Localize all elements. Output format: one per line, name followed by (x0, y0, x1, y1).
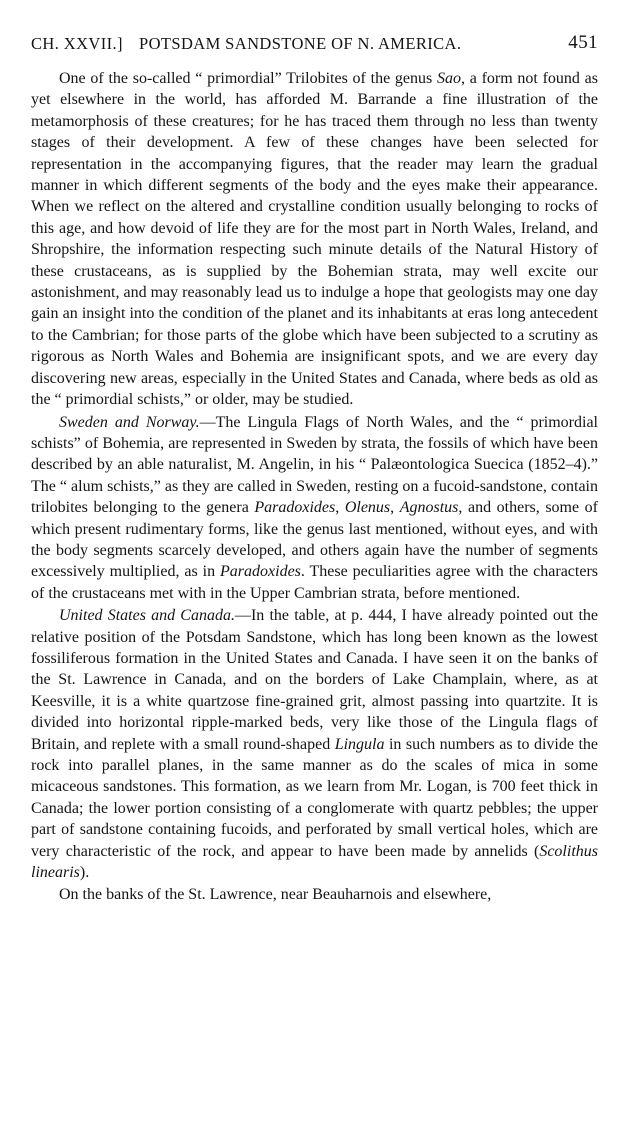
text-run: One of the so-called “ primordial” Trilobites of the genus (59, 70, 437, 87)
paragraph (31, 68, 598, 411)
paragraph (31, 412, 598, 605)
italic-text: Lingula (334, 735, 385, 753)
text-run: —The Lingula Flags of North Wales, and the “ primordial schists” of Bohemia, are represented in Sweden by strata, the fossils of which have been described by an able naturalist, M. Angelin, in his “ Palæontologica Suecica (1852–4).” The “ alum schists,” as they are called in Sweden, resting on a fucoid-sandstone, contain trilobites belonging to the genera (31, 413, 598, 517)
text-run: , a form not found as yet elsewhere in the world, has afforded M. Barrande a fine illustration of the metamorphosis of these creatures; for he has traced them through no less than twenty stages of their development. A few of these changes have been selected for representation in the accompanying figures, that the reader may learn the gradual manner in which different segments of the body and the eyes make their appearance. When we reflect on the altered and crystalline condition usually belonging to rocks of this age, and how devoid of life they are for the most part in North Wales, Ireland, and Shropshire, the information respecting such minute details of the Natural History of these crustaceans, as is supplied by the Bohemian strata, may well excite our astonishment, and may reasonably lead us to indulge a hope that geologists may one day gain an insight into the condition of the planet and its inhabitants at eras long antecedent to the Cambrian; for those parts of the globe which have been subjected to a scrutiny as rigorous as North Wales and Bohemia are insignificant spots, and we are every day discovering new areas, especially in the United States and Canada, where beds as old as the “ primordial schists,” or older, may be studied. (31, 70, 598, 409)
text-run: , (335, 499, 345, 517)
paragraph (31, 884, 598, 905)
italic-text: Paradoxides (220, 563, 301, 581)
page-number: 451 (568, 32, 598, 53)
text-run: ). (79, 864, 90, 882)
running-title: POTSDAM SANDSTONE OF N. AMERICA. (139, 34, 462, 53)
page-body (31, 68, 598, 906)
italic-text: Agnostus (399, 499, 459, 517)
italic-text: Olenus (344, 499, 391, 517)
italic-text: United States and Canada. (59, 607, 235, 625)
text-run: , (390, 499, 400, 517)
text-run: . These peculiarities agree with the characters of the crustaceans met with in the Upper Cambrian strata, before mentioned. (31, 563, 599, 602)
text-run: , and others, some of which present rudimentary forms, like the genus last mentioned, without eyes, and with the body segments scarcely developed, and others again have the number of segments excessively multiplied, as in (31, 499, 599, 581)
text-run: in such numbers as to divide the rock into parallel planes, in the same manner as do the scales of mica in some micaceous sandstones. This formation, as we learn from Mr. Logan, is 700 feet thick in Canada; the lower portion consisting of a conglomerate with quartz pebbles; the upper part of sandstone containing fucoids, and perforated by small vertical holes, which are very characteristic of the rock, and appear to have been made by annelids ( (31, 735, 599, 860)
italic-text: Paradoxides (254, 499, 336, 517)
italic-text: Scolithus linearis (31, 842, 598, 882)
italic-text: Sao (436, 70, 461, 87)
italic-text: Sweden and Norway. (59, 413, 200, 431)
running-header (31, 34, 598, 64)
text-run: —In the table, at p. 444, I have already pointed out the relative position of the Potsdam Sandstone, which has long been known as the lowest fossiliferous formation in the United States and Canada. I have seen it on the banks of the St. Lawrence in Canada, and on the borders of Lake Champlain, where, as at Keesville, it is a white quartzose fine-grained grit, almost passing into quartzite. It is divided into horizontal ripple-marked beds, very like those of the Lingula flags of Britain, and replete with a small round-shaped (31, 607, 599, 753)
text-run: On the banks of the St. Lawrence, near Beauharnois and elsewhere, (59, 886, 492, 904)
paragraph (31, 605, 598, 883)
chapter-reference: CH. XXVII.] (31, 34, 123, 53)
